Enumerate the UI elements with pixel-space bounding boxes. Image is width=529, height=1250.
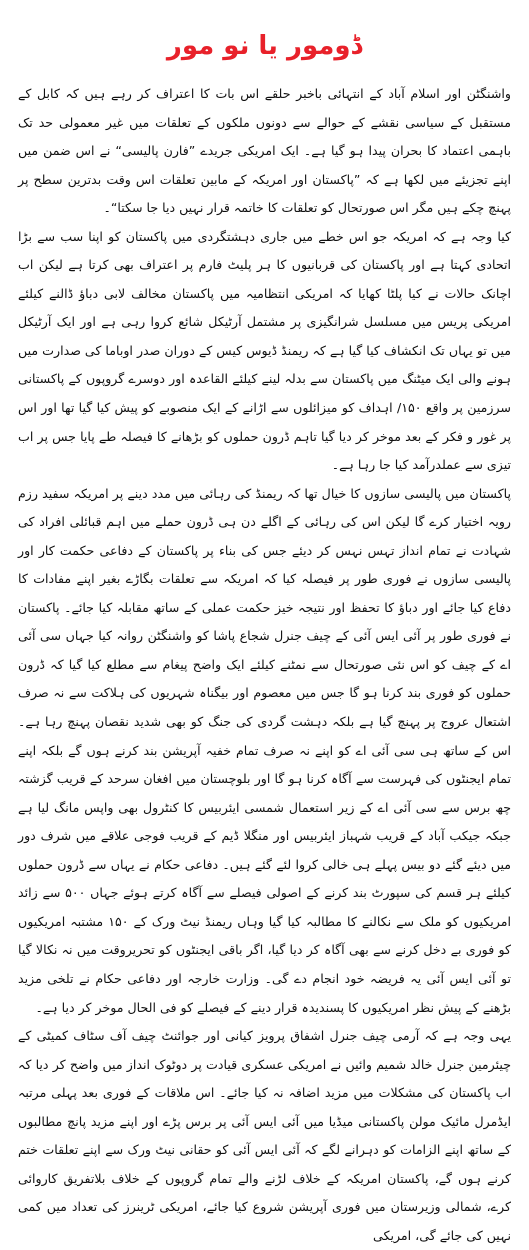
article-paragraph: واشنگٹن اور اسلام آباد کے انتہائی باخبر حلقے اس بات کا اعتراف کر رہے ہیں کہ کابل کے مستقبل کے سیاسی نقشے کے حوالے سے دونوں ملکوں کے تعلقات میں غیر معمولی حد تک باہمی اعتماد کا بحران پیدا ہو گیا ہے۔ ایک امریکی جریدے ”فارن پالیسی“ نے اس ضمن میں اپنے تجزیئے میں لکھا ہے کہ ”پاکستان اور امریکہ کے مابین تعلقات اس وقت بدترین سطح پر پہنچ چکے ہیں مگر اس صورتحال کو تعلقات کا خاتمہ قرار نہیں دیا جا سکتا“۔ bbox=[18, 86, 511, 216]
article-body bbox=[18, 80, 511, 1250]
article-title: ڈومور یا نو مور bbox=[166, 31, 363, 61]
article-paragraph: یہی وجہ ہے کہ آرمی چیف جنرل اشفاق پرویز کیانی اور جوائنٹ چیف آف سٹاف کمیٹی کے چیئرمین جنرل خالد شمیم وائیں نے امریکی عسکری قیادت پر دوٹوک انداز میں واضح کر دیا کہ اب پاکستان کی مشکلات میں مزید اضافہ نہ کیا جائے۔ اس ملاقات کے فوری بعد پہلی مرتبہ ایڈمرل مائیک مولن پاکستانی میڈیا میں آئی ایس آئی پر برس پڑے اور اپنے مزید پانچ مطالبوں کے ساتھ اپنے الزامات کو دہرانے لگے کہ آئی ایس آئی کو حقانی نیٹ ورک سے اپنے تعلقات ختم کرنے ہوں گے، پاکستان امریکہ کے خلاف لڑنے والے تمام گروپوں کے خلاف بلاتفریق کاروائی کرے، شمالی وزیرستان میں فوری آپریشن شروع کیا جائے، امریکی ٹرینرز کی تعداد میں کمی نہیں کی جائے گی، امریکی bbox=[18, 1028, 511, 1243]
article-paragraph: پاکستان میں پالیسی سازوں کا خیال تھا کہ ریمنڈ کی رہائی میں مدد دینے پر امریکہ سفید رزم رویہ اختیار کرے گا لیکن اس کی رہائی کے اگلے دن ہی ڈرون حملے میں اہم قبائلی افراد کی شہادت نے تمام انداز تہس نہس کر دیئے جس کی بناء پر پاکستان کے دفاعی حکمت کار اور پالیسی سازوں نے فوری طور پر فیصلہ کیا کہ امریکہ سے تعلقات بگاڑے بغیر اپنے مفادات کا دفاع کیا جائے اور دباؤ کا تحفظ اور نتیجہ خیز حکمت عملی کے ساتھ مقابلہ کیا جائے۔ پاکستان نے فوری طور پر آئی ایس آئی کے چیف جنرل شجاع پاشا کو واشنگٹن روانہ کیا جہاں سی آئی اے کے چیف کو اس نئی صورتحال سے نمٹنے کیلئے ایک واضح پیغام سے مطلع کیا گیا کہ ڈرون حملوں کو فوری بند کرنا ہو گا جس میں معصوم اور بیگناہ شہریوں کی ہلاکت سے نہ صرف اشتعال عروج پر پہنچ گیا ہے بلکہ دہشت گردی کی جنگ کو بھی شدید نقصان پہنچ رہا ہے۔ اس کے ساتھ ہی سی آئی اے کو اپنے نہ صرف تمام خفیہ آپریشن بند کرنے ہوں گے بلکہ اپنے تمام ایجنٹوں کی فہرست سے آگاہ کرنا ہو گا اور بلوچستان میں افغان سرحد کے قریب گزشتہ چھ برس سے سی آئی اے کے زیر استعمال شمسی ایئربیس کا کنٹرول بھی واپس مانگ لیا ہے جبکہ جیکب آباد کے قریب شہباز ایئربیس اور منگلا ڈیم کے قریب فوجی علاقے میں شرف دور میں دیئے گئے دو بیس پہلے ہی خالی کروا لئے گئے ہیں۔ دفاعی حکام نے یہاں سے ڈرون حملوں کیلئے ہر قسم کی سپورٹ بند کرنے کے اصولی فیصلے سے آگاہ کرتے ہوئے جہاں ۵۰۰ سے زائد امریکیوں کو ملک سے نکالنے کا مطالبہ کیا گیا وہاں ریمنڈ نیٹ ورک کے ۱۵۰ مشتبہ امریکیوں کو فوری بے دخل کرنے سے بھی آگاہ کر دیا گیا، اگر باقی ایجنٹوں کو تحریروقت میں نہ نکالا گیا تو آئی ایس آئی یہ فریضہ خود انجام دے گی۔ وزارت خارجہ اور دفاعی حکام نے تلخی مزید بڑھنے کے پیش نظر امریکیوں کا پسندیدہ قرار دینے کے فیصلے کو فی الحال موخر کر دیا ہے۔ bbox=[18, 485, 511, 1015]
article-paragraph: کیا وجہ ہے کہ امریکہ جو اس خطے میں جاری دہشتگردی میں پاکستان کو اپنا سب سے بڑا اتحادی کہتا ہے اور پاکستان کی قربانیوں کا ہر پلیٹ فارم پر اعتراف بھی کرتا ہے لیکن اب اچانک حالات نے کیا پلٹا کھایا کہ امریکی انتظامیہ میں پاکستان مخالف لابی دباؤ ڈالنے کیلئے امریکی پریس میں مسلسل شرانگیزی پر مشتمل آرٹیکل شائع کروا رہی ہے اور ایک آرٹیکل میں تو یہاں تک انکشاف کیا گیا ہے کہ ریمنڈ ڈیوس کیس کے دوران صدر اوباما کی صدارت میں ہونے والی ایک میٹنگ میں پاکستان سے بدلہ لینے کیلئے القاعدہ اور دوسرے گروپوں کے پاکستانی سرزمین پر واقع ۱۵۰/ اہداف کو میزائلوں سے اڑانے کے ایک منصوبے کو پیش کیا گیا تھا اور اس پر غور و فکر کے بعد موخر کر دیا گیا تاہم ڈرون حملوں کو بڑھانے کا فیصلہ طے پایا جس پر اب تیزی سے عملدرآمد کیا جا رہا ہے۔ bbox=[18, 228, 511, 473]
